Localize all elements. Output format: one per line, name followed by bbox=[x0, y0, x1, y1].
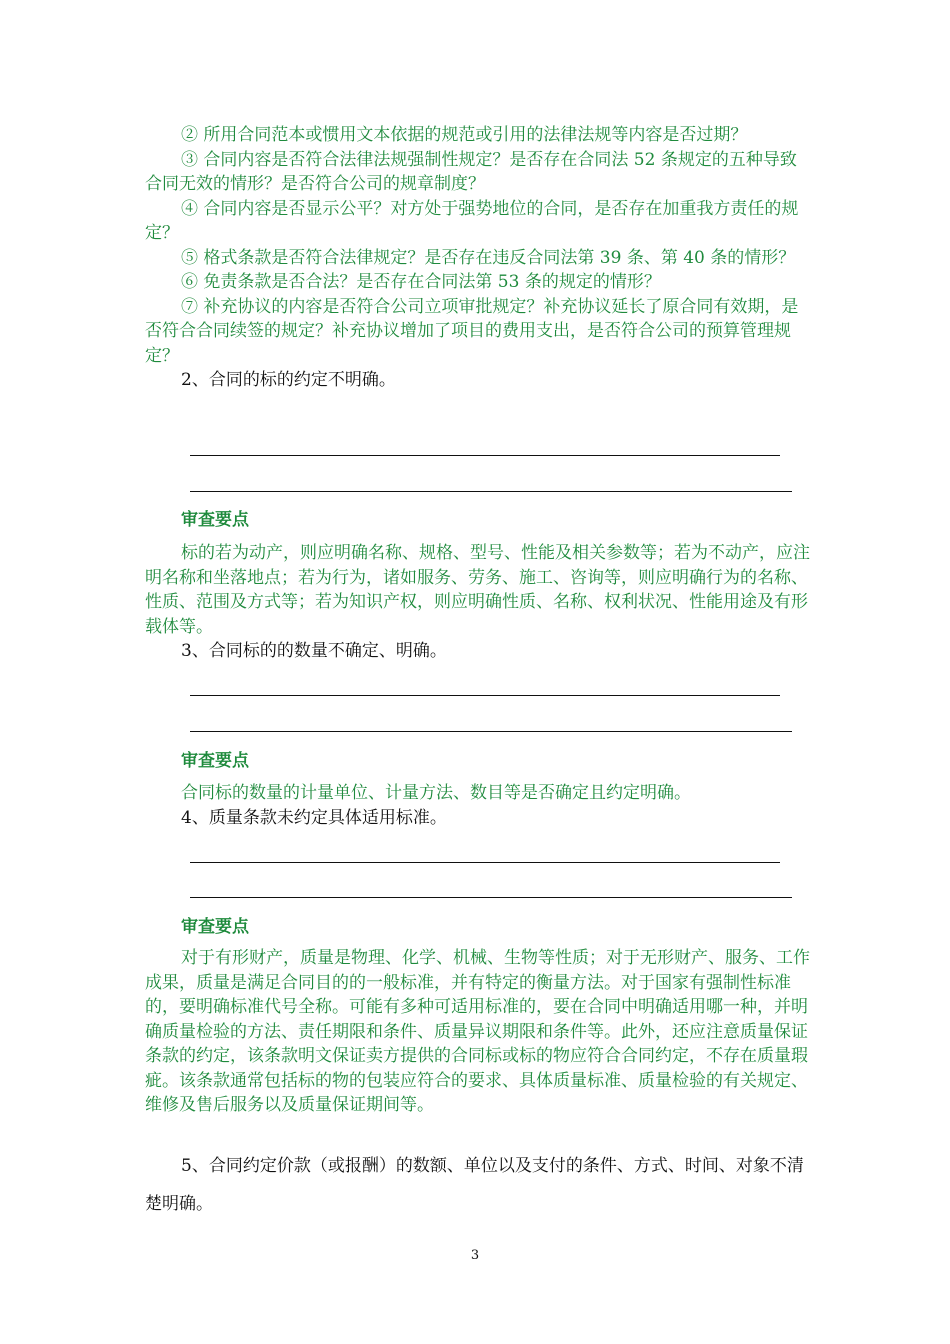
checklist bbox=[145, 123, 810, 393]
section-2-review-text: 标的若为动产，则应明确名称、规格、型号、性能及相关参数等；若为不动产，应注明名称和坐落地点；若为行为，诸如服务、劳务、施工、咨询等，则应明确行为的名称、性质、范围及方式等；若为知识产权，则应明确性质、名称、权利状况、性能用途及有形载体等。 bbox=[145, 543, 810, 637]
blank-line bbox=[190, 862, 780, 863]
section-2-review bbox=[145, 541, 810, 664]
section-3-review-text: 合同标的数量的计量单位、计量方法、数目等是否确定且约定明确。 bbox=[181, 783, 691, 803]
section-4-review-text: 对于有形财产，质量是物理、化学、机械、生物等性质；对于无形财产、服务、工作成果，质量是满足合同目的的一般标准，并有特定的衡量方法。对于国家有强制性标准的，要明确标准代号全称。可能有多种可适用标准的，要在合同中明确适用哪一种，并明确质量检验的方法、责任期限和条件、质量异议期限和条件等。此外，还应注意质量保证条款的约定，该条款明文保证卖方提供的合同标或标的物应符合合同约定，不存在质量瑕疵。该条款通常包括标的物的包装应符合的要求、具体质量标准、质量检验的有关规定、维修及售后服务以及质量保证期间等。 bbox=[145, 948, 810, 1115]
checklist-item-5: ⑤ 格式条款是否符合法律规定？是否存在违反合同法第 39 条、第 40 条的情形？ bbox=[181, 247, 796, 268]
checklist-item-2: ② 所用合同范本或惯用文本依据的规范或引用的法律法规等内容是否过期？ bbox=[181, 125, 748, 145]
section-4-review-heading: 审查要点 bbox=[181, 917, 249, 937]
section-5 bbox=[145, 1147, 810, 1223]
section-2-review-heading: 审查要点 bbox=[181, 510, 249, 530]
checklist-item-3: ③ 合同内容是否符合法律法规强制性规定？是否存在合同法 52 条规定的五种导致合同无效的情形？是否符合公司的规章制度？ bbox=[145, 149, 797, 194]
blank-line bbox=[190, 897, 792, 898]
section-2-title: 2、合同的标的约定不明确。 bbox=[181, 370, 396, 390]
section-4-title: 4、质量条款未约定具体适用标准。 bbox=[181, 807, 447, 828]
checklist-item-6: ⑥ 免责条款是否合法？是否存在合同法第 53 条的规定的情形？ bbox=[181, 272, 661, 292]
blank-line bbox=[190, 731, 792, 732]
section-4-review bbox=[145, 946, 810, 1118]
blank-line bbox=[190, 695, 780, 696]
blank-line bbox=[190, 491, 792, 492]
section-5-title: 5、合同约定价款（或报酬）的数额、单位以及支付的条件、方式、时间、对象不清楚明确。 bbox=[145, 1156, 804, 1214]
checklist-item-4: ④ 合同内容是否显示公平？对方处于强势地位的合同，是否存在加重我方责任的规定？ bbox=[145, 198, 799, 243]
section-3-title: 3、合同标的的数量不确定、明确。 bbox=[181, 641, 447, 661]
page-number: 3 bbox=[470, 1248, 480, 1263]
blank-line bbox=[190, 455, 780, 456]
section-3-review-heading: 审查要点 bbox=[181, 751, 249, 771]
checklist-item-7: ⑦ 补充协议的内容是否符合公司立项审批规定？补充协议延长了原合同有效期，是否符合合同续签的规定？补充协议增加了项目的费用支出，是否符合公司的预算管理规定？ bbox=[145, 296, 799, 366]
section-3-review bbox=[145, 781, 810, 830]
